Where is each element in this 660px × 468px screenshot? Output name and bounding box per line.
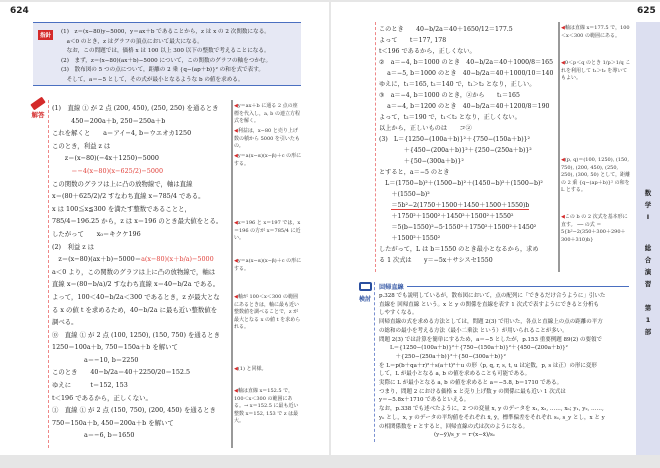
text-line: 実際に L が最小となる a, b の値を求めると a＝−5.8, b＝1710 である。: [379, 380, 563, 387]
side-tab-char: 合: [644, 256, 652, 264]
side-tab-char: 学: [644, 201, 652, 209]
text-line: [379, 134, 557, 145]
text-line: [52, 266, 230, 279]
text-line: [379, 244, 557, 255]
line-text: 調べる。: [52, 318, 78, 327]
text-line: [379, 24, 557, 35]
answer-body: [379, 24, 557, 266]
page-number: 624: [10, 6, 29, 16]
line-text: とすると，a＝−5 のとき: [379, 169, 450, 176]
line-text: る x の値 t を求めるため，40−b/2a に最も近い整数値を: [52, 305, 218, 314]
line-text: (3) L＝{1250−(100a＋b)}²＋{750−(150a＋b)}²: [379, 136, 531, 143]
text-line: L＝{1250−(100a＋b)}²＋{750−(150a＋b)}²＋{450−(200a＋b)}²: [379, 345, 568, 352]
line-text: (1) 直線 ① が 2 点 (200, 450), (250, 250) を通るとき: [52, 104, 219, 112]
study-icon: [355, 282, 375, 303]
text-line: [52, 329, 230, 342]
text-line: [52, 278, 230, 291]
text-line: yₙ とし，x, y のデータの平均値をそれぞれ x̄, ȳ，標準偏差をそれぞれ sₓ, s_y とし，x と y: [379, 414, 605, 421]
text-line: の相関係数を r とすると，回帰直線の式は次のようになる。: [379, 423, 529, 430]
line-text: (2) 利益 z は: [52, 242, 95, 251]
margin-note: ◀ 利益は，x−80 と売り上げ数の積から 5000 を引いたもの。: [234, 128, 302, 151]
highlighted-expression: ＝−4(x−80)(x−625/2)−5000: [52, 166, 164, 175]
text-line: y＝−5.8x＋1710 であるといえる。: [379, 397, 470, 404]
line-text: ゆえに t＝152, 153: [52, 381, 128, 390]
study-label: 検討: [358, 296, 371, 303]
line-text: 以上から，正しいものは コ②: [379, 125, 472, 132]
side-tab-char: 1: [645, 316, 651, 324]
line-text: この関数のグラフは上に凸の放物線で，軸は直線: [52, 179, 193, 188]
text-line: [379, 112, 557, 123]
line-text: ＋{450−(200a＋b)}²＋{250−(250a＋b)}²: [379, 147, 532, 154]
left-page: [0, 2, 329, 455]
underlined-expression: ＝5b²−2(1750＋1500＋1450＋1500＋1550)b: [391, 202, 530, 209]
text-line: [52, 429, 230, 442]
study-body: [379, 292, 631, 440]
page-number: 625: [637, 6, 656, 16]
margin-divider: [558, 22, 560, 272]
text-line: [52, 203, 230, 216]
margin-note: ◀ (p, q)＝(100, 1250), (150, 750), (200, 450), (250, 250), (300, 50) として，距離の 2 乗 {q−(ap＋b)}² の和を L とする。: [561, 157, 631, 195]
line-text: ゆえに，t₁＝165, t₂＝140 で，t₁＞t₂ となり，正しい。: [379, 81, 536, 88]
divider: [374, 282, 375, 442]
text-line: [379, 90, 557, 101]
side-tab-char: Ⅰ: [646, 213, 650, 221]
line-text: a＝−5, b＝1000 のとき 40−b/2a＝40＋1000/10＝140: [379, 70, 554, 77]
margin-note: ◀ y＝a(x−α)(x−β)＋c の形にする。: [234, 153, 302, 168]
right-page: [331, 2, 660, 455]
text-line: [379, 178, 557, 189]
text-line: [379, 156, 557, 167]
text-line: [379, 101, 557, 112]
line-text: これを解くと a＝アイ−4, b＝ウエオカ1250: [52, 129, 192, 138]
text-line: なお，この問題では，価格 x は 100 以上 300 以下の整数で考えることになる。: [61, 48, 270, 55]
line-text: ＋1500²＋1550²: [379, 235, 441, 242]
line-text: z＝(x−80)(ax＋b)−5000＝: [52, 255, 142, 264]
text-line: (y−ȳ)/s_y ＝ r·(x−x̄)/sₓ: [379, 432, 496, 439]
line-text: よって，100＜40−b/2a＜300 であるとき，z が最大とな: [52, 292, 220, 301]
line-text: 450＝200a＋b, 250＝250a＋b: [52, 116, 166, 125]
line-text: a＜0 より，この関数のグラフは上に凸の放物線で，軸は: [52, 267, 216, 276]
side-tab-char: 第: [644, 304, 652, 312]
text-line: [379, 211, 557, 222]
text-line: [52, 253, 230, 266]
answer-icon: [28, 100, 48, 119]
text-line: [52, 404, 230, 417]
divider: [375, 22, 376, 272]
section-title: 回帰直線: [379, 284, 404, 291]
margin-note: ◀ y＝ax＋b に通る 2 点の座標を代入し，a, b の連立方程式を解く。: [234, 103, 302, 126]
text-line: [379, 46, 557, 57]
line-text: ② a＝−4, b＝1000 のとき 40−b/2a＝40＋1000/8＝165: [379, 59, 554, 66]
text-line: なお，p.338 でも述べたように，2 つの変量 x, y のデータを x₁, x₂, ……, xₙ; y₁, y₂, ……,: [379, 406, 604, 413]
margin-note: ◀ 軸が 100＜x＜300 の範囲にあるときは，軸に最も近い整数値を調べることで，z が最大となる x の値 t を求められる。: [234, 294, 302, 332]
text-line: を L＝p(b＋qa＋r)²＋s(a＋t)²＋u の形（p, q, r, s, t, u は定数，p, s は正）の形に変形: [379, 362, 597, 369]
line-text: z＝(x−80)(−4x＋1250)−5000: [52, 154, 159, 163]
side-tab-char: 総: [644, 244, 652, 252]
text-line: [52, 304, 230, 317]
text-line: [52, 291, 230, 304]
line-text: 750＝150a＋b, 450＝200a＋b を解いて: [52, 418, 174, 427]
text-line: [379, 167, 557, 178]
text-line: ＋{250−(250a＋b)}²＋{50−(300a＋b)}²: [379, 353, 506, 360]
line-text: 1250＝100a＋b, 750＝150a＋b を解いて: [52, 343, 178, 352]
speech-bubble-icon: [359, 282, 372, 291]
text-line: [379, 233, 557, 244]
line-text: 直線 x＝(80−b/a)/2 すなわち直線 x＝40−b/2a である。: [52, 280, 220, 289]
line-text: ① 直線 ① が 2 点 (150, 750), (200, 450) を通るとき: [52, 406, 216, 415]
text-line: [379, 200, 557, 211]
text-line: [379, 255, 557, 266]
hint-box: [33, 22, 301, 86]
margin-note: ◀ x＝196 と x＝197 では，x＝196 の方が x＝785/4 に近い。: [234, 220, 302, 243]
margin-note: ◀ 軸は直線 x＝177.5 で，100＜x＜300 の範囲にある。: [561, 25, 631, 40]
text-line: [52, 228, 230, 241]
text-line: つまり，問題 2 における価格 x と売り上げ数 y の関係に最も近い 1 次式は: [379, 388, 566, 395]
text-line: [52, 190, 230, 203]
hint-lines: [61, 28, 297, 86]
line-text: [379, 202, 391, 209]
text-line: a＜0 のとき，z はグラフの頂点において最大になる。: [61, 38, 203, 45]
text-line: [379, 57, 557, 68]
side-tab-char: 習: [644, 280, 652, 288]
chapter-side-tab: [636, 22, 660, 455]
text-line: p.328 でも説明しているが，散布図において，点の配列に「できるだけ合うように」引いた: [379, 293, 606, 299]
line-text: したがって x₀＝キクケ196: [52, 229, 141, 238]
pen-icon: [30, 97, 45, 111]
answer-label: 解答: [31, 111, 45, 119]
text-line: [379, 145, 557, 156]
text-line: [52, 366, 230, 379]
line-text: ③ a＝−4, b＝1000 のとき，②から t₁＝165: [379, 92, 520, 99]
text-line: [52, 102, 230, 115]
section-heading: [379, 282, 629, 291]
line-text: t＜196 であるから，正しくない。: [52, 393, 152, 402]
line-text: ＋1750²＋1500²＋1450²＋1500²＋1550²: [379, 213, 514, 220]
text-line: [52, 392, 230, 405]
line-text: a＝−4, b＝1200 のとき 40−b/2a＝40＋1200/8＝190: [379, 103, 550, 110]
line-text: ＋{50−(300a＋b)}²: [379, 158, 464, 165]
line-text: x は 100≦x≦300 を満たす整数であることと，: [52, 204, 191, 213]
text-line: (1) z＝(x−80)y−5000，y＝ax＋b であることから，z は x の 2 次関数になる。: [61, 29, 270, 35]
line-text: ＝5(b−1550)²−5·1550²＋1750²＋1500²＋1450²: [379, 224, 537, 231]
line-text: したがって，L は b＝1550 のとき最小となるから，求め: [379, 246, 539, 253]
text-line: 回帰直線の式を求める方法としては，問題 2(3) で用いた，各点と直線上の点の距離の平方: [379, 319, 603, 326]
text-line: [52, 165, 230, 178]
margin-note: ◀ 軸は直線 x＝152.5 で，100＜x＜300 の範囲にある。→ x＝152.5 に最も近い整数 x＝152, 153 で z は最大。: [234, 388, 302, 426]
text-line: 問題 2(3) では計算を簡単にするため，a＝−5 としたが，p.153 重要例題 89(2) の要領で: [379, 336, 603, 343]
answer-body: [52, 102, 230, 442]
text-line: [379, 123, 557, 134]
divider: [48, 100, 49, 448]
text-line: [52, 316, 230, 329]
text-line: [52, 127, 230, 140]
line-text: ⓪ 直線 ① が 2 点 (100, 1250), (150, 750) を通るとき: [52, 330, 220, 339]
line-text: このとき，利益 z は: [52, 141, 111, 150]
text-line: [52, 178, 230, 191]
text-line: [52, 379, 230, 392]
side-tab-char: 部: [644, 328, 652, 336]
heading-rule: [407, 286, 629, 287]
line-text: よって，t₂＝190 で，t₁＜t₂ となり，正しくない。: [379, 114, 521, 121]
margin-note: ◀ 0＜p＜q のとき 1/p＞1/q これを利用して t₁＞t₂ を導いてもよい。: [561, 60, 631, 83]
line-text: よって t＝177, 178: [379, 37, 447, 44]
text-line: [52, 354, 230, 367]
line-text: 785/4＝196.25 から，z は x＝196 のとき最大値をとる。: [52, 217, 223, 226]
text-line: [52, 152, 230, 165]
text-line: して，L が最小となる a, b の値を求めることも可能である。: [379, 371, 531, 378]
line-text: x＝(80＋625/2)/2 すなわち直線 x＝785/4 である。: [52, 192, 205, 201]
highlighted-expression: a(x−80)(x＋b/a)−5000: [141, 255, 214, 264]
text-line: (2) まず，z＝(x−80)(ax＋b)−5000 について，この関数のグラフの軸をつかむ。: [61, 57, 272, 64]
text-line: [379, 68, 557, 79]
line-text: このとき 40−b/2a＝40＋1650/12＝177.5: [379, 26, 513, 33]
text-line: [52, 140, 230, 153]
margin-divider: [231, 100, 233, 448]
line-text: t＜196 であるから，正しくない。: [379, 48, 476, 55]
text-line: [379, 35, 557, 46]
text-line: 直線を 回帰直線 という。x と y の関係を直線を表す 1 次式で表すようにできると分析も: [379, 301, 599, 308]
margin-note: ◀ (1) と同様。: [234, 366, 302, 374]
text-line: [52, 115, 230, 128]
text-line: そして，a＝−5 として，その式が最小となるような b の値を求める。: [61, 76, 244, 83]
margin-note: ◀ y＝a(x−α)(x−β)＋c の形にする。: [234, 258, 302, 273]
line-text: a＝−6, b＝1650: [52, 431, 135, 440]
text-line: [379, 79, 557, 90]
text-line: [52, 417, 230, 430]
line-text: ＋(1550−b)²: [379, 191, 430, 198]
hint-tag: 指針: [38, 30, 53, 40]
side-tab-char: 数: [644, 189, 652, 197]
text-line: [379, 189, 557, 200]
text-line: [52, 341, 230, 354]
text-line: [52, 215, 230, 228]
text-line: [52, 241, 230, 254]
text-line: しやすくなる。: [379, 310, 418, 317]
line-text: る 1 次式は y＝−5x＋サシスセ1550: [379, 257, 493, 264]
text-line: [379, 222, 557, 233]
side-tab-char: 演: [644, 268, 652, 276]
margin-note: ◀ この b の 2 次式を基本形に直す。 ── の式 ＝5{b²−2(350＋300＋290＋300＋310)b}: [561, 214, 631, 244]
text-line: の総和の最小を考える方法（最小二乗法 という）が用いられることが多い。: [379, 327, 568, 334]
line-text: a＝−10, b＝2250: [52, 355, 139, 364]
line-text: L＝(1750−b)²＋(1500−b)²＋(1450−b)²＋(1500−b)²: [379, 180, 543, 187]
text-line: (3) 散布図の 5 つの点について，距離の 2 乗 {q−(ap＋b)}² の和を式で表す。: [61, 67, 264, 74]
line-text: このとき 40−b/2a＝40＋2250/20＝152.5: [52, 368, 191, 377]
